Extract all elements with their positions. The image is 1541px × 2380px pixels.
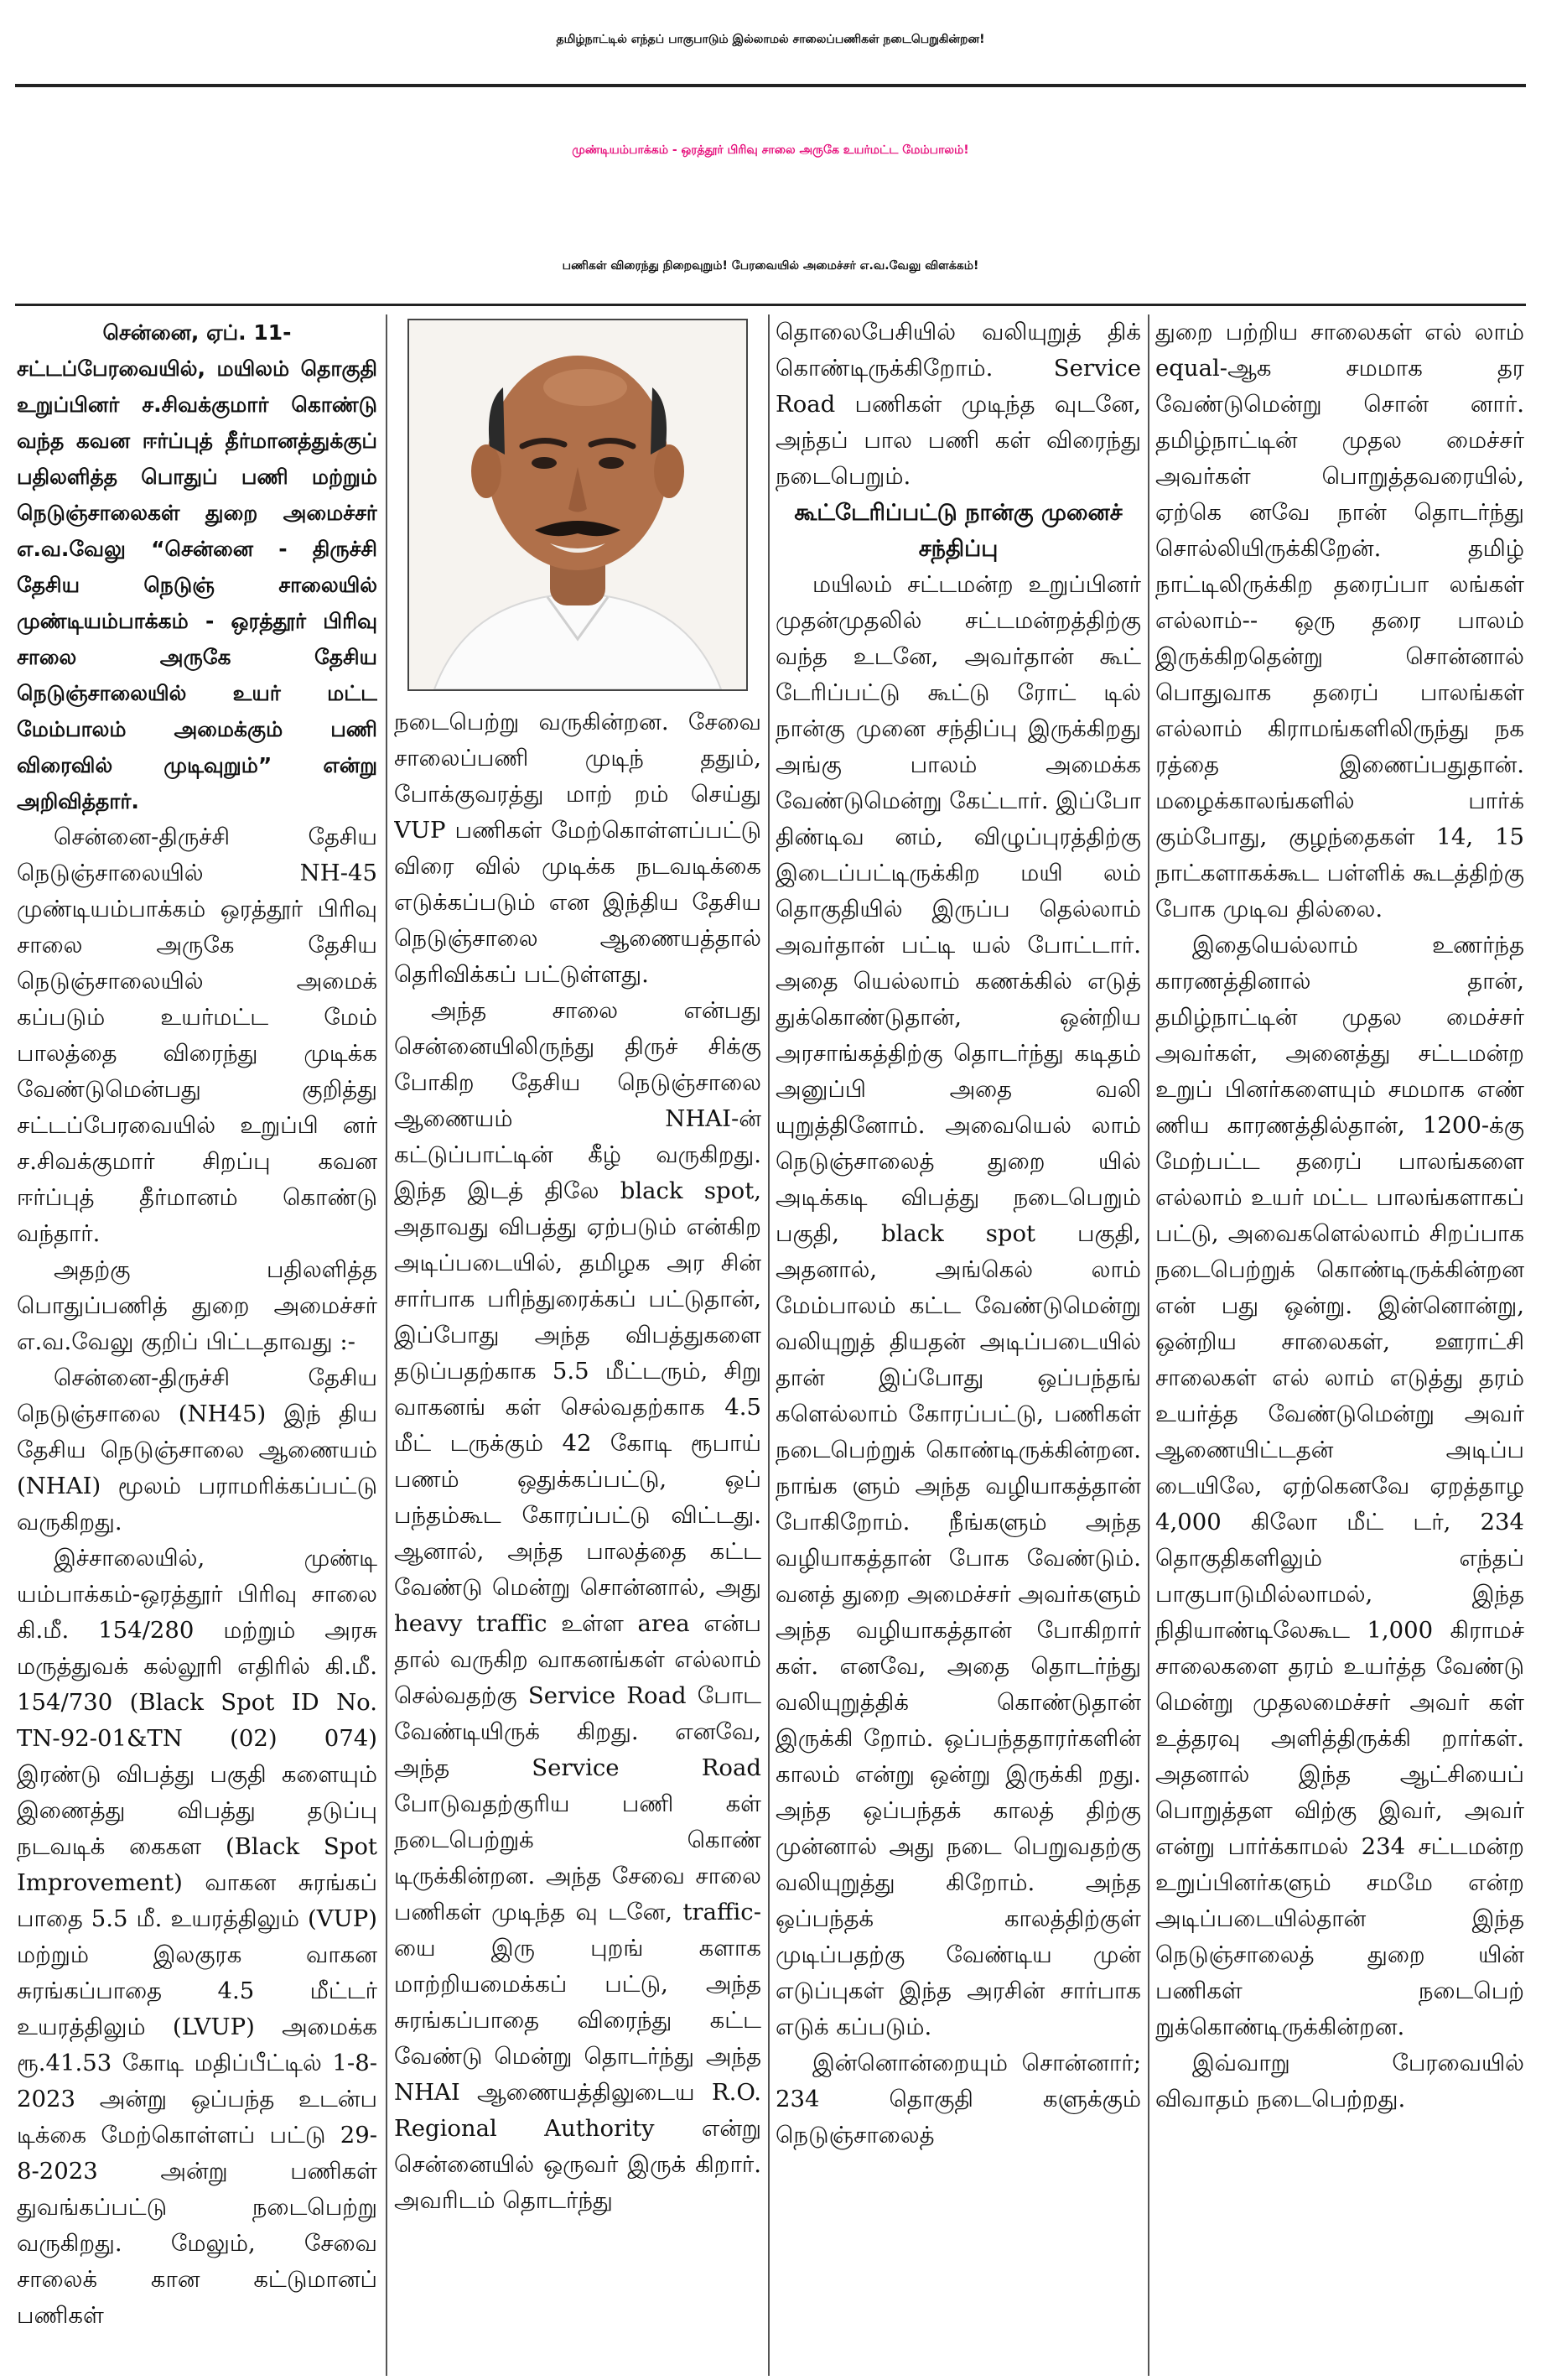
column-divider [1148, 314, 1149, 2376]
sub-rule [15, 304, 1526, 306]
body-paragraph: மயிலம் சட்டமன்ற உறுப்பினர் முதன்முதலில் சட்டமன்றத்திற்கு வந்த உடனே, அவர்தான் கூட் டேரிப்பட்டு கூட்டு ரோட் டில் நான்கு முனை சந்திப்பு இருக்கிறது அங்கு பாலம் அமைக்க வேண்டுமென்று கேட்டார். இப்போ திண்டிவ னம், விழுப்புரத்திற்கு இடைப்பட்டிருக்கிற மயி லம் தொகுதியில் இருப்ப தெல்லாம் அவர்தான் பட்டி யல் போட்டார். அதை யெல்லாம் கணக்கில் எடுத் துக்கொண்டுதான், ஒன்றிய அரசாங்கத்திற்கு தொடர்ந்து கடிதம் அனுப்பி அதை வலி யுறுத்தினோம். அவையெல் லாம் நெடுஞ்சாலைத் துறை யில் அடிக்கடி விபத்து நடைபெறும் பகுதி, black spot பகுதி, அதனால், அங்கெல் லாம் மேம்பாலம் கட்ட வேண்டுமென்று வலியுறுத் தியதன் அடிப்படையில் தான் இப்போது ஒப்பந்தங் களெல்லாம் கோரப்பட்டு, பணிகள் நடைபெற்றுக் கொண்டிருக்கின்றன. நாங்க ளும் அந்த வழியாகத்தான் போகிறோம். நீங்களும் அந்த வழியாகத்தான் போக வேண்டும். வனத் துறை அமைச்சர் அவர்களும் அந்த வழியாகத்தான் போகிறார் கள். எனவே, அதை தொடர்ந்து வலியுறுத்திக் கொண்டுதான் இருக்கி றோம். ஒப்பந்ததாரர்களின் காலம் என்று ஒன்று இருக்கி றது. அந்த ஒப்பந்தக் காலத் திற்கு முன்னால் அது நடை பெறுவதற்கு வலியுறுத்து கிறோம். அந்த ஒப்பந்தக் காலத்திற்குள் முடிப்பதற்கு வேண்டிய முன் எடுப்புகள் இந்த அரசின் சார்பாக எடுக் கப்படும். [776, 571, 1141, 2040]
body-paragraph: அதற்கு பதிலளித்த பொதுப்பணித் துறை அமைச்சர் எ.வ.வேலு குறிப் பிட்டதாவது :- [17, 1256, 377, 1355]
body-paragraph: இன்னொன்றையும் சொன்னார்; 234 தொகுதி களுக்கும் நெடுஞ்சாலைத் [776, 2050, 1141, 2149]
body-paragraph: நடைபெற்று வருகின்றன. சேவை சாலைப்பணி முடிந் ததும், போக்குவரத்து மாற் றம் செய்து VUP பணிகள் மேற்கொள்ளப்பட்டு விரை வில் முடிக்க நடவடிக்கை எடுக்கப்படும் என இந்திய தேசிய நெடுஞ்சாலை ஆணையத்தால் தெரிவிக்கப் பட்டுள்ளது. [394, 709, 761, 988]
section-subhead: கூட்டேரிப்பட்டு நான்கு முனைச் சந்திப்பு [794, 500, 1123, 562]
body-paragraph: இவ்வாறு பேரவையில் விவாதம் நடைபெற்றது. [1155, 2050, 1524, 2112]
article-column-1 [17, 314, 377, 2376]
body-paragraph: அந்த சாலை என்பது சென்னையிலிருந்து திருச் சிக்கு போகிற தேசிய நெடுஞ்சாலை ஆணையம் NHAI-ன் கட்டுப்பாட்டின் கீழ் வருகிறது. இந்த இடத் திலே black spot, அதாவது விபத்து ஏற்படும் என்கிற அடிப்படையில், தமிழக அர சின் சார்பாக பரிந்துரைக்கப் பட்டுதான், இப்போது அந்த விபத்துகளை தடுப்பதற்காக 5.5 மீட்டரும், சிறு வாகனங் கள் செல்வதற்காக 4.5 மீட் டருக்கும் 42 கோடி ரூபாய் பணம் ஒதுக்கப்பட்டு, ஒப் பந்தம்கூட கோரப்பட்டு விட்டது. ஆனால், அந்த பாலத்தை கட்ட வேண்டு மென்று சொன்னால், அது heavy traffic உள்ள area என்ப தால் வருகிற வாகனங்கள் எல்லாம் செல்வதற்கு Service Road போட வேண்டியிருக் கிறது. எனவே, அந்த Service Road போடுவதற்குரிய பணி கள் நடைபெற்றுக் கொண் டிருக்கின்றன. அந்த சேவை சாலை பணிகள் முடிந்த வு டனே, traffic-யை இரு புறங் களாக மாற்றியமைக்கப் பட்டு, அந்த சுரங்கப்பாதை விரைந்து கட்ட வேண்டு மென்று தொடர்ந்து அந்த NHAI ஆணையத்திலுடைய R.O. Regional Authority என்று சென்னையில் ஒருவர் இருக் கிறார். அவரிடம் தொடர்ந்து [394, 997, 761, 2214]
body-paragraph: இதையெல்லாம் உணர்ந்த காரணத்தினால் தான், தமிழ்நாட்டின் முதல மைச்சர் அவர்கள், அனைத்து சட்டமன்ற உறுப் பினர்களையும் சமமாக எண் ணிய காரணத்தில்தான், 1200-க்கு மேற்பட்ட தரைப் பாலங்களை எல்லாம் உயர் மட்ட பாலங்களாகப் பட்டு, அவைகளெல்லாம் சிறப்பாக நடைபெற்றுக் கொண்டிருக்கின்றன என் பது ஒன்று. இன்னொன்று, ஒன்றிய சாலைகள், ஊராட்சி சாலைகள் எல் லாம் எடுத்து தரம் உயர்த்த வேண்டுமென்று அவர் ஆணையிட்டதன் அடிப்ப டையிலே, ஏற்கெனவே ஏறத்தாழ 4,000 கிலோ மீட் டர், 234 தொகுதிகளிலும் எந்தப் பாகுபாடுமில்லாமல், இந்த நிதியாண்டிலேகூட 1,000 கிராமச் சாலைகளை தரம் உயர்த்த வேண்டு மென்று முதலமைச்சர் அவர் கள் உத்தரவு அளித்திருக்கி றார்கள். அதனால் இந்த ஆட்சியைப் பொறுத்தள விற்கு இவர், அவர் என்று பார்க்காமல் 234 சட்டமன்ற உறுப்பினர்களும் சமமே என்ற அடிப்படையில்தான் இந்த நெடுஞ்சாலைத் துறை யின் பணிகள் நடைபெற் றுக்கொண்டிருக்கின்றன. [1155, 932, 1524, 2040]
minister-photo [407, 319, 748, 691]
kicker-line: தமிழ்நாட்டில் எந்தப் பாகுபாடும் இல்லாமல் சாலைப்பணிகள் நடைபெறுகின்றன! [556, 33, 985, 46]
article-column-2 [394, 704, 761, 2376]
article-column-3 [776, 314, 1141, 2376]
column-divider [768, 314, 770, 2376]
body-paragraph: துறை பற்றிய சாலைகள் எல் லாம் equal-ஆக சமமாக தர வேண்டுமென்று சொன் னார். தமிழ்நாட்டின் முதல மைச்சர் அவர்கள் பொறுத்தவரையில், ஏற்கெ னவே நான் தொடர்ந்து சொல்லியிருக்கிறேன். தமிழ் நாட்டிலிருக்கிற தரைப்பா லங்கள் எல்லாம்-- ஒரு தரை பாலம் இருக்கிறதென்று சொன்னால் பொதுவாக தரைப் பாலங்கள் எல்லாம் கிராமங்களிலிருந்து நக ரத்தை இணைப்பதுதான். மழைக்காலங்களில் பார்க் கும்போது, குழந்தைகள் 14, 15 நாட்களாகக்கூட பள்ளிக் கூடத்திற்கு போக முடிவ தில்லை. [1155, 319, 1524, 922]
body-paragraph: தொலைபேசியில் வலியுறுத் திக் கொண்டிருக்கிறோம். Service Road பணிகள் முடிந்த வுடனே, அந்தப் பால பணி கள் விரைந்து நடைபெறும். [776, 319, 1141, 490]
body-paragraph: சென்னை-திருச்சி தேசிய நெடுஞ்சாலை (NH45) இந் திய தேசிய நெடுஞ்சாலை ஆணையம் (NHAI) மூலம் பராமரிக்கப்பட்டு வருகிறது. [17, 1364, 377, 1536]
dateline: சென்னை, ஏப். 11- [102, 320, 292, 345]
column-divider [386, 314, 387, 2376]
top-rule [15, 84, 1526, 87]
body-paragraph: இச்சாலையில், முண்டி யம்பாக்கம்-ஒரத்தூர் பிரிவு சாலை கி.மீ. 154/280 மற்றும் அரசு மருத்துவக் கல்லூரி எதிரில் கி.மீ. 154/730 (Black Spot ID No. TN-92-01&TN (02) 074) இரண்டு விபத்து பகுதி களையும் இணைத்து விபத்து தடுப்பு நடவடிக் கைகள (Black Spot Improvement) வாகன சுரங்கப் பாதை 5.5 மீ. உயரத்திலும் (VUP) மற்றும் இலகுரக வாகன சுரங்கப்பாதை 4.5 மீட்டர் உயரத்திலும் (LVUP) அமைக்க ரூ.41.53 கோடி மதிப்பீட்டில் 1-8-2023 அன்று ஒப்பந்த உடன்ப டிக்கை மேற்கொள்ளப் பட்டு 29-8-2023 அன்று பணிகள் துவங்கப்பட்டு நடைபெற்று வருகிறது. மேலும், சேவை சாலைக் கான கட்டுமானப் பணிகள் [17, 1545, 377, 2329]
article-column-4 [1155, 314, 1524, 2376]
headline: முண்டியம்பாக்கம் - ஒரத்தூர் பிரிவு சாலை அருகே உயர்மட்ட மேம்பாலம்! [572, 143, 969, 157]
lede-paragraph: சட்டப்பேரவையில், மயிலம் தொகுதி உறுப்பினர் ச.சிவக்குமார் கொண்டு வந்த கவன ஈர்ப்புத் தீர்மானத்துக்குப் பதிலளித்த பொதுப் பணி மற்றும் நெடுஞ்சாலைகள் துறை அமைச்சர் எ.வ.வேலு “சென்னை - திருச்சி தேசிய நெடுஞ் சாலையில் முண்டியம்பாக்கம் - ஒரத்தூர் பிரிவு சாலை அருகே தேசிய நெடுஞ்சாலையில் உயர் மட்ட மேம்பாலம் அமைக்கும் பணி விரைவில் முடிவுறும்” என்று அறிவித்தார். [17, 356, 377, 813]
subheadline: பணிகள் விரைந்து நிறைவுறும்! பேரவையில் அமைச்சர் எ.வ.வேலு விளக்கம்! [562, 259, 979, 273]
body-paragraph: சென்னை-திருச்சி தேசிய நெடுஞ்சாலையில் NH-45 முண்டியம்பாக்கம் ஒரத்தூர் பிரிவு சாலை அருகே தேசிய நெடுஞ்சாலையில் அமைக் கப்படும் உயர்மட்ட மேம் பாலத்தை விரைந்து முடிக்க வேண்டுமென்பது குறித்து சட்டப்பேரவையில் உறுப்பி னர் ச.சிவக்குமார் சிறப்பு கவன ஈர்ப்புத் தீர்மானம் கொண்டு வந்தார். [17, 824, 377, 1247]
portrait-photo-icon [409, 320, 746, 689]
